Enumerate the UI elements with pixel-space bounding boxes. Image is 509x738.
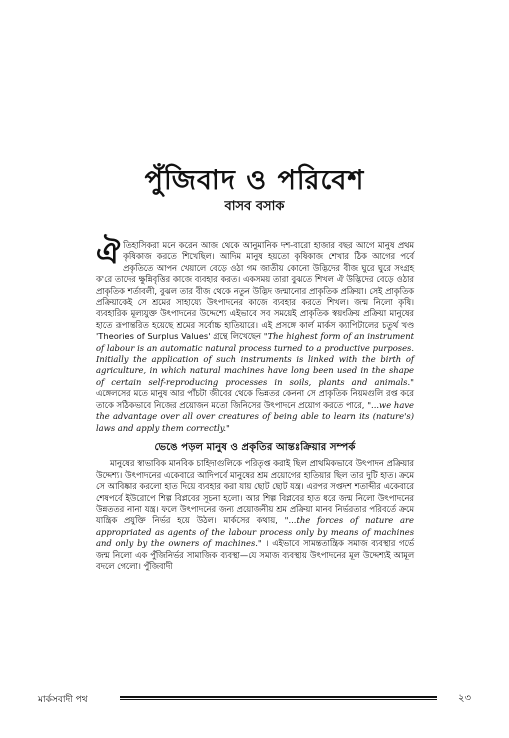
paragraph-section-end: । এইভাবে সামন্ততান্ত্রিক সমাজ ব্যবস্থার গর্ভে জন্ম নিলো এক পুঁজিনির্ভর সামাজিক ব্যবস্থা—যে সমাজ ব্যবস্থায় উৎপাদনের মূল উদ্দেশ্যই আমূল বদলে গেলো। পুঁজিবাদী: [96, 538, 415, 571]
paragraph-engels-text: এঙ্গেলসের মতে মানুষ আর পাঁচটা জীবের থেকে ভিন্নতর কেননা সে প্রাকৃতিক নিয়মগুলি রপ্ত করে তাকে সঠিকভাবে নিজের প্রয়োজন মতো জিনিসের উৎপাদনে প্রয়োগ করতে পারে,: [96, 388, 414, 410]
quote-engels: "...we have the advantage over all over creatures of being able to learn its (nature's) laws and apply them correctly.": [96, 399, 415, 433]
journal-name: মার্কসবাদী পথ: [38, 695, 88, 705]
drop-cap: ঐ: [96, 236, 121, 271]
paragraph-section: [96, 458, 414, 572]
article-author: বাসব বসাক: [224, 199, 285, 214]
footer-rule: [120, 696, 437, 700]
paragraph-intro-text: তিহাসিকরা মনে করেন আজ থেকে আনুমানিক দশ-বারো হাজার বছর আগে মানুষ প্রথম কৃষিকাজ করতে শিখেছিল। আদিম মানুষ হয়তো কৃষিকাজ শেখার ঠিক আগের পর্বে প্রকৃতিতে আপন খেয়ালে বেড়ে ওঠা গম জাতীয় কোনো উদ্ভিদের বীজ ঘুরে ঘুরে সংগ্রহ ক'রে তাদের ক্ষুন্নিবৃত্তির কাজে ব্যবহার করত। একসময় তারা বুঝতে শিখল ঐ উদ্ভিদের বেড়ে ওঠার প্রাকৃতিক শর্তাবলী, বুঝল তার বীজ থেকে নতুন উদ্ভিদ জন্মানোর প্রাকৃতিক প্রক্রিয়া। সেই প্রাকৃতিক প্রক্রিয়াকেই সে শ্রমের সাহায্যে উৎপাদনের কাজে ব্যবহার করতে শিখল। জন্ম নিলো কৃষি। ব্যবহারিক মূল্যযুক্ত উৎপাদনের উদ্দেশ্যে এইভাবে সব সময়েই প্রাকৃতিক স্বয়ংক্রিয় প্রক্রিয়া মানুষের হাতে রূপান্তরিত হয়েছে শ্রমের সর্বোচ্চ হাতিয়ারে। এই প্রসঙ্গে কার্ল মার্কস ক্যাপিটালের চতুর্থ খণ্ড 'Theories of Surplus Values' গ্রন্থে লিখেছেন: [96, 240, 414, 342]
article-title: পুঁজিবাদ ও পরিবেশ: [144, 165, 365, 196]
paragraph-section-text: মানুষের স্বাভাবিক মানবিক চাহিদাগুলিকে পরিতৃপ্ত করাই ছিল প্রাথমিকভাবে উৎপাদন প্রক্রিয়ার উদ্দেশ্য। উৎপাদনের একেবারে আদিপর্বে মানুষের শ্রম প্রয়োগের হাতিয়ার ছিল তার দুটি হাত। ক্রমে সে আবিষ্কার করলো হাত দিয়ে ব্যবহার করা যায় ছোট ছোট যন্ত্র। এরপর সপ্তদশ শতাব্দীর একেবারে শেষপর্বে ইউরোপে শিল্প বিপ্লবের সূচনা হলো। আর শিল্প বিপ্লবের হাত ধরে জন্ম নিলো উৎপাদনের উন্নততর নানা যন্ত্র। ফলে উৎপাদনের জন্য প্রয়োজনীয় শ্রম প্রক্রিয়া মানব নির্ভরতার পরিবর্তে ক্রমে যান্ত্রিক প্রযুক্তি নির্ভর হয়ে উঠল। মার্কসের কথায়,: [96, 458, 414, 526]
page-number: ২৩: [457, 693, 471, 704]
quote-marx-machines: "...the forces of nature are appropriated as agents of the labour process only by means of machines and only by the owners of machines.": [96, 515, 415, 549]
quote-marx-capital: "The highest form of an instrument of labour is an automatic natural process turned to a productive purposes. Initially the application of such instruments is linked with the birth of agriculture, in which natural machines have long been used in the shape of certain self-reproducing processes in soils, plants and animals.": [96, 331, 414, 387]
page-footer: [38, 690, 471, 706]
section-heading: ভেঙে পড়ল মানুষ ও প্রকৃতির আন্তঃক্রিয়ার সম্পর্ক: [154, 441, 356, 453]
paragraph-intro: [96, 236, 415, 434]
article-body: [96, 236, 415, 572]
